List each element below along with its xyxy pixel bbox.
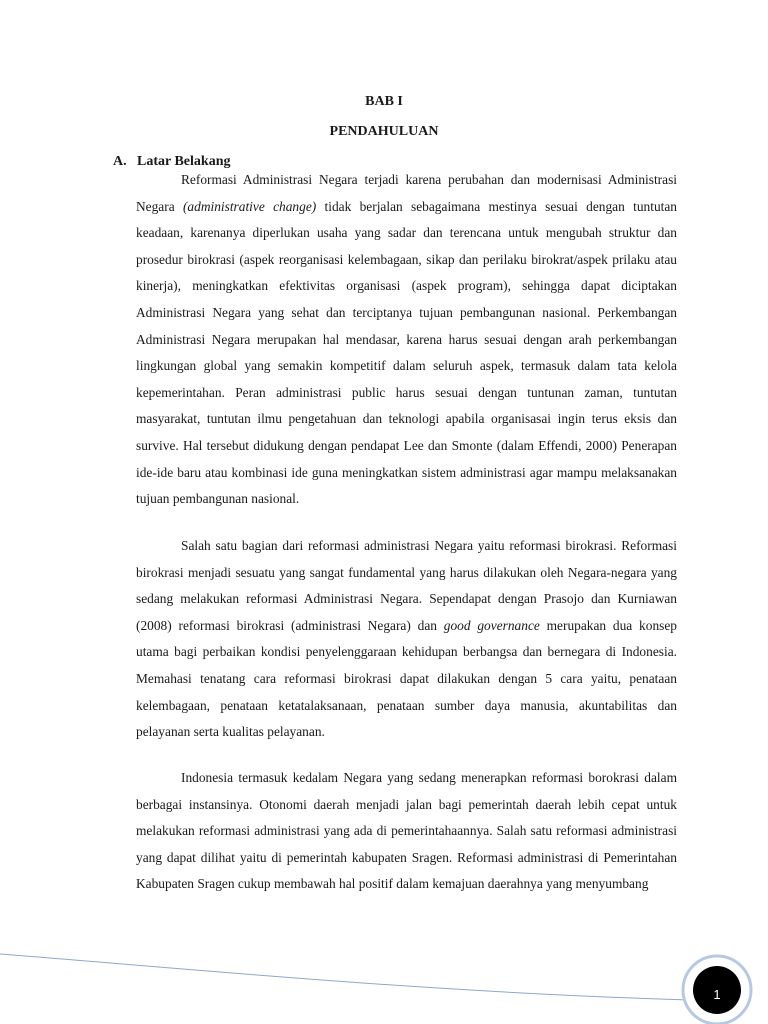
paragraph-1 [136, 167, 677, 513]
paragraph-3-text: Indonesia termasuk kedalam Negara yang sedang menerapkan reformasi borokrasi dalam berbagai instansinya. Otonomi daerah menjadi jalan bagi pemerintah daerah lebih cepat untuk melakukan reformasi administrasi yang ada di pemerintahaannya. Salah satu reformasi administrasi yang dapat dilihat yaitu di pemerintah kabupaten Sragen. Reformasi administrasi di Pemerintahan Kabupaten Sragen cukup membawah hal positif dalam kemajuan daerahnya yang menyumbang [136, 770, 677, 892]
footer-curve-line [0, 954, 690, 1000]
paragraph-2-text-b: merupakan dua konsep utama bagi perbaikan kondisi penyelenggaraan kehidupan berbangsa dan bernegara di Indonesia. Memahasi tenatang cara reformasi birokrasi dapat dilakukan dengan 5 cara yaitu, penataan kelembagaan, penataan ketatalaksanaan, penataan sumber daya manusia, akuntabilitas dan pelayanan serta kualitas pelayanan. [136, 617, 677, 740]
chapter-title: PENDAHULUAN [329, 124, 439, 139]
page-number: 1 [713, 987, 721, 1002]
paragraph-1-emphasis: (administrative change) [182, 198, 317, 214]
paragraph-2 [136, 533, 677, 746]
paragraph-1-text-b: tidak berjalan sebagaimana mestinya sesuai dengan tuntutan keadaan, karenanya diperlukan usaha yang sadar dan terencana untuk mengubah struktur dan prosedur birokrasi (aspek reorganisasi kelembagaan, sikap dan perilaku birokrat/aspek prilaku atau kinerja), meningkatkan efektivitas organisasi (aspek program), sehingga dapat diciptakan Administrasi Negara yang sehat dan terciptanya tujuan pembangunan nasional. Perkembangan Administrasi Negara merupakan hal mendasar, karena harus sesuai dengan arah perkembangan lingkungan global yang semakin kompetitif dalam seluruh aspek, termasuk dalam tata kelola kepemerintahan. Peran administrasi public harus sesuai dengan tuntunan zaman, tuntutan masyarakat, tuntutan ilmu pengetahuan dan teknologi apabila organisasai ingin terus eksis dan survive. Hal tersebut didukung dengan pendapat Lee dan Smonte (dalam Effendi, 2000) Penerapan ide-ide baru atau kombinasi ide guna meningkatkan sistem administrasi agar mampu melaksanakan tujuan pembangunan nasional. [136, 198, 677, 507]
paragraph-1-text-a: Reformasi Administrasi Negara terjadi karena perubahan dan modernisasi Administrasi Negara [136, 172, 677, 214]
paragraph-3 [136, 765, 677, 925]
paragraph-2-text-a: Salah satu bagian dari reformasi administrasi Negara yaitu reformasi birokrasi. Reformasi birokrasi menjadi sesuatu yang sangat fundamental yang harus dilakukan oleh Negara-negara yang sedang melakukan reformasi Administrasi Negara. Sependapat dengan Prasojo dan Kurniawan (2008) reformasi birokrasi (administrasi Negara) dan [136, 538, 677, 633]
paragraph-2-emphasis: good governance [443, 617, 540, 633]
section-number: A. [113, 154, 127, 169]
chapter-label: BAB I [365, 94, 403, 109]
section-title: Latar Belakang [137, 154, 231, 169]
footer-decoration [0, 940, 768, 1024]
